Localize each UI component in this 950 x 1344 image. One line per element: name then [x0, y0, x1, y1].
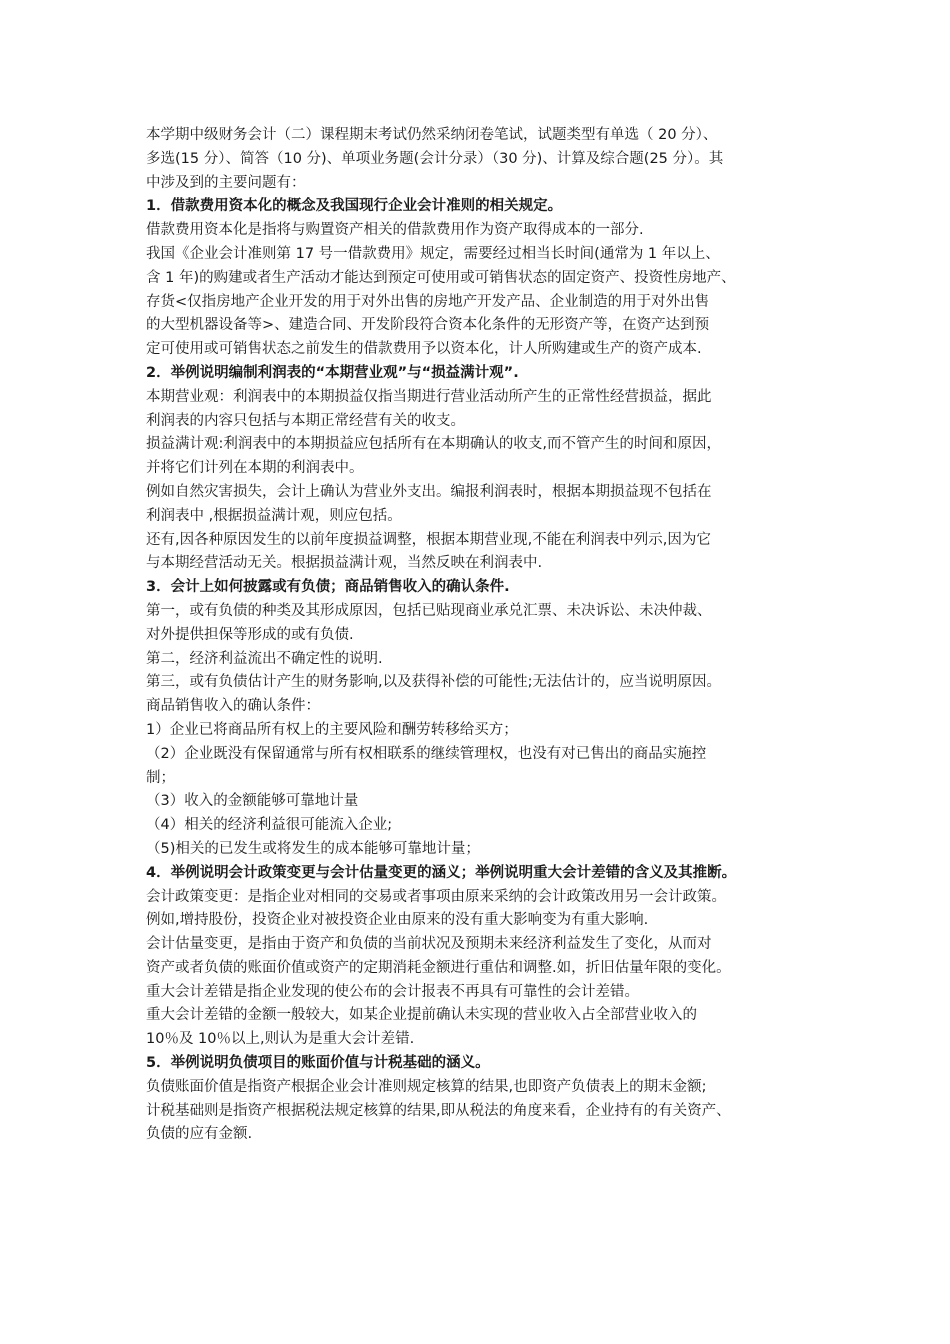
section-heading: 2．举例说明编制利润表的“本期营业观”与“损益满计观”.	[146, 364, 519, 381]
text-line: 第三，或有负债估计产生的财务影响,以及获得补偿的可能性;无法估计的，应当说明原因。	[146, 674, 721, 691]
section-heading: 3．会计上如何披露或有负债；商品销售收入的确认条件.	[146, 579, 510, 596]
text-line: 还有,因各种原因发生的以前年度损益调整，根据本期营业现,不能在利润表中列示,因为它	[146, 531, 711, 548]
text-line: （2）企业既没有保留通常与所有权相联系的继续管理权，也没有对已售出的商品实施控	[146, 745, 707, 762]
text-line: 对外提供担保等形成的或有负债.	[146, 626, 354, 643]
text-line: 1）企业已将商品所有权上的主要风险和酬劳转移给买方；	[146, 721, 518, 738]
text-line: 定可使用或可销售状态之前发生的借款费用予以资本化，计人所购建或生产的资产成本.	[146, 341, 702, 358]
text-line: 多选(15 分）、简答（10 分)、单项业务题(会计分录）（30 分)、计算及综合题(25 分）。其	[146, 150, 724, 167]
text-line: 例如自然灾害损失，会计上确认为营业外支出。编报利润表时，根据本期损益现不包括在	[146, 483, 712, 500]
text-line: 重大会计差错的金额一般较大，如某企业提前确认未实现的营业收入占全部营业收入的	[146, 1007, 697, 1024]
text-line: 例如,增持股份，投资企业对被投资企业由原来的没有重大影响变为有重大影响.	[146, 912, 649, 929]
text-line: 会计估量变更，是指由于资产和负债的当前状况及预期未来经济利益发生了变化，从而对	[146, 936, 712, 953]
text-line: 利润表的内容只包括与本期正常经营有关的收支。	[146, 412, 465, 429]
text-line: （4）相关的经济利益很可能流入企业;	[146, 817, 393, 834]
text-line: 资产或者负债的账面价值或资产的定期消耗金额进行重估和调整.如，折旧估量年限的变化。	[146, 959, 731, 976]
text-line: 重大会计差错是指企业发现的使公布的会计报表不再具有可靠性的会计差错。	[146, 983, 639, 1000]
text-line: 的大型机器设备等>、建造合同、开发阶段符合资本化条件的无形资产等，在资产达到预	[146, 317, 710, 334]
section-heading: 1．借款费用资本化的概念及我国现行企业会计准则的相关规定。	[146, 198, 563, 215]
text-line: 第二，经济利益流出不确定性的说明.	[146, 650, 383, 667]
text-line: 会计政策变更：是指企业对相同的交易或者事项由原来采纳的会计政策改用另一会计政策。	[146, 888, 726, 905]
text-line: （3）收入的金额能够可靠地计量	[146, 793, 359, 810]
text-line: 负债账面价值是指资产根据企业会计准则规定核算的结果,也即资产负债表上的期末金额;	[146, 1078, 707, 1095]
section-heading: 5．举例说明负债项目的账面价值与计税基础的涵义。	[146, 1055, 490, 1072]
text-line: 本学期中级财务会计（二）课程期末考试仍然采纳闭卷笔试，试题类型有单选（ 20 分）、	[146, 127, 718, 143]
text-line: 制；	[146, 769, 175, 786]
document-page	[146, 124, 826, 1147]
text-line: 并将它们计列在本期的利润表中。	[146, 460, 364, 477]
text-line: 负债的应有金额.	[146, 1126, 253, 1143]
text-line: 计税基础则是指资产根据税法规定核算的结果,即从税法的角度来看，企业持有的有关资产、	[146, 1102, 731, 1119]
text-line: 利润表中 ,根据损益满计观，则应包括。	[146, 507, 402, 524]
text-line: 第一，或有负债的种类及其形成原因，包括已贴现商业承兑汇票、未决诉讼、未决仲裁、	[146, 602, 712, 619]
text-line: 存货<仅指房地产企业开发的用于对外出售的房地产开发产品、企业制造的用于对外出售	[146, 293, 710, 310]
text-line: 与本期经营活动无关。根据损益满计观，当然反映在利润表中.	[146, 555, 543, 572]
text-line: 本期营业观：利润表中的本期损益仅指当期进行营业活动所产生的正常性经营损益，据此	[146, 388, 712, 405]
text-line: 商品销售收入的确认条件：	[146, 698, 320, 715]
text-line: 10％及 10％以上,则认为是重大会计差错.	[146, 1031, 415, 1048]
text-line: 我国《企业会计准则第 17 号一借款费用》规定，需要经过相当长时间(通常为 1 年以上、	[146, 245, 720, 262]
text-line: 含 1 年)的购建或者生产活动才能达到预定可使用或可销售状态的固定资产、投资性房地产、	[146, 269, 736, 286]
text-line: 借款费用资本化是指将与购置资产相关的借款费用作为资产取得成本的一部分.	[146, 222, 644, 239]
text-line: 损益满计观:利润表中的本期损益应包括所有在本期确认的收支,而不管产生的时间和原因，	[146, 436, 721, 453]
text-line: 中涉及到的主要问题有：	[146, 174, 306, 191]
text-line: （5)相关的已发生或将发生的成本能够可靠地计量；	[146, 840, 480, 857]
section-heading: 4．举例说明会计政策变更与会计估量变更的涵义；举例说明重大会计差错的含义及其推断。	[146, 864, 737, 881]
